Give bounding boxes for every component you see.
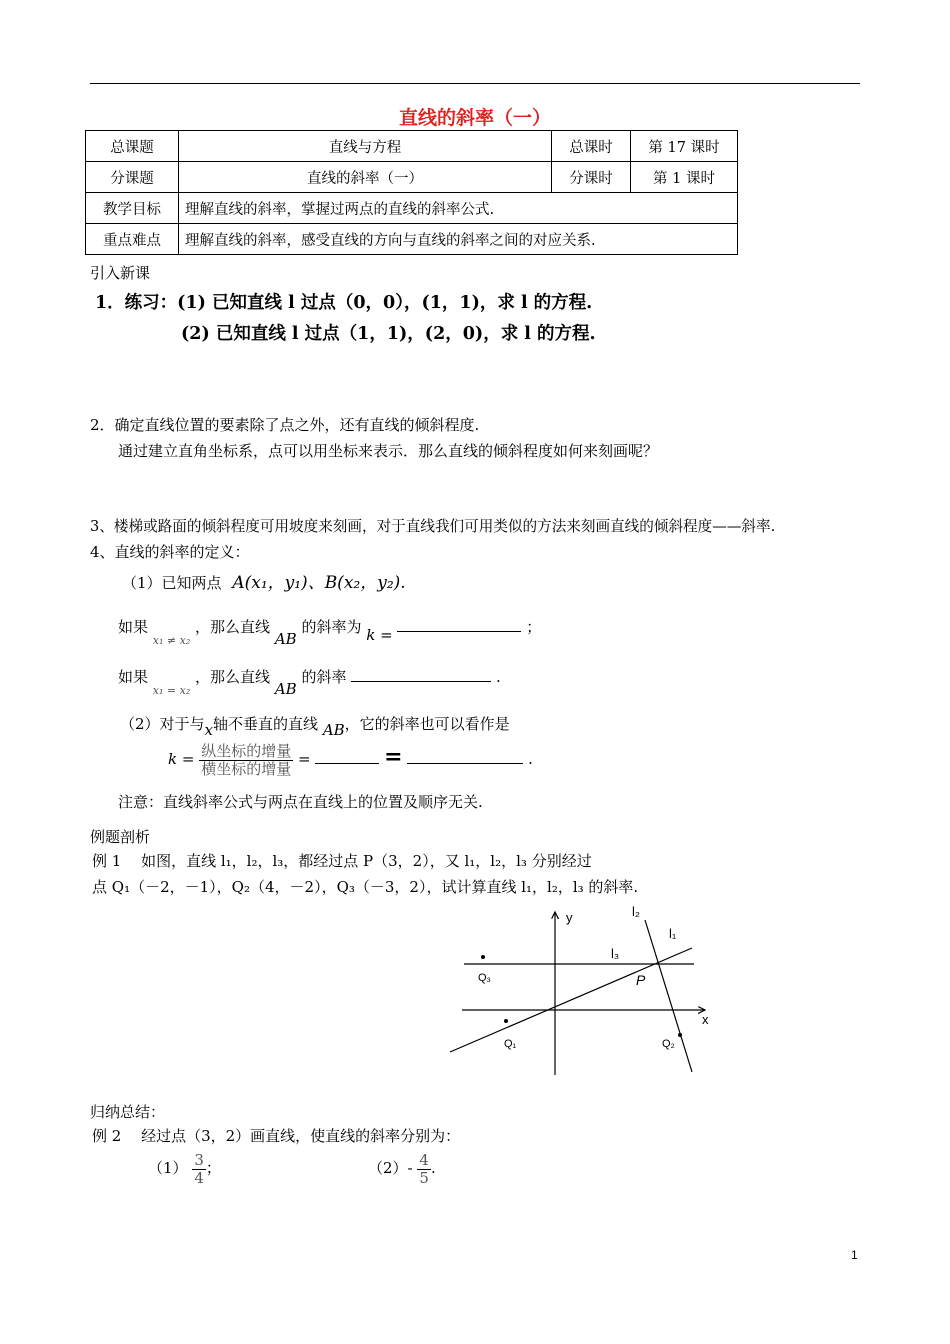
k-symbol: k =: [168, 750, 195, 768]
section-examples: 例题剖析: [90, 828, 151, 846]
l1-label: l₁: [669, 926, 677, 941]
text: ，那么直线: [195, 668, 271, 686]
def-2: [120, 713, 510, 739]
fraction-numerator: 3: [194, 1151, 204, 1169]
point-q1: [504, 1019, 508, 1023]
fraction-denominator: 5: [419, 1168, 429, 1187]
example-2-part2: [368, 1152, 436, 1186]
fraction: [199, 743, 293, 777]
text: 轴不垂直的直线: [213, 715, 319, 733]
table-cell: 直线与方程: [179, 131, 552, 162]
fraction-denominator: 横坐标的增量: [201, 759, 292, 778]
table-row: [86, 224, 738, 255]
x-label: x: [702, 1012, 709, 1027]
x-symbol: x: [204, 721, 214, 739]
two-points-formula: A(x₁，y₁)、B(x₂，y₂).: [232, 573, 406, 593]
para-4: 4、直线的斜率的定义：: [90, 543, 250, 561]
text: ，那么直线: [195, 618, 271, 636]
text: ，它的斜率也可以看作是: [344, 715, 510, 733]
page-number: 1: [851, 1248, 858, 1262]
y-label: y: [566, 910, 573, 925]
line-figure: [440, 900, 720, 1080]
example-1-line2: 点 Q₁（－2，－1），Q₂（4，－2），Q₃（－3，2），试计算直线 l₁，l₂，l₃ 的斜率.: [92, 878, 639, 896]
example-1-line1: 例 1 如图，直线 l₁，l₂，l₃，都经过点 P（3，2），又 l₁，l₂，l₃ 分别经过: [92, 852, 592, 870]
ab-symbol: AB: [322, 721, 345, 739]
l3-label: l₃: [611, 946, 620, 961]
table-cell: 总课题: [86, 131, 179, 162]
answer-blank[interactable]: [351, 681, 491, 682]
if-case-2: [118, 666, 501, 698]
table-cell: 直线的斜率（一）: [179, 162, 552, 193]
text: 的斜率: [301, 668, 347, 686]
table-row: [86, 131, 738, 162]
def-1-label: （1）已知两点: [122, 574, 222, 592]
k-symbol: k =: [366, 626, 393, 644]
table-cell: 第 17 课时: [631, 131, 738, 162]
q2-label: Q₂: [662, 1038, 675, 1050]
note: 注意：直线斜率公式与两点在直线上的位置及顺序无关.: [118, 793, 483, 811]
para-2b: 通过建立直角坐标系，点可以用坐标来表示．那么直线的倾斜程度如何来刻画呢？: [118, 442, 659, 460]
q1-label: Q₁: [504, 1038, 517, 1050]
text: ；: [205, 1159, 221, 1177]
section-intro: 引入新课: [90, 264, 151, 282]
slope-fraction-formula: k = $\frac{\text{纵坐标的增量}}{\text{横坐标的增量}}$ = = .: [168, 742, 533, 778]
ab-symbol: AB: [274, 630, 297, 648]
table-row: [86, 162, 738, 193]
point-q3: [481, 955, 485, 959]
text: .: [496, 668, 501, 686]
label: （1）: [148, 1159, 188, 1177]
text: .: [430, 1159, 436, 1177]
answer-blank[interactable]: [397, 631, 521, 632]
table-cell: 第 1 课时: [631, 162, 738, 193]
equals: =: [298, 750, 311, 768]
ab-symbol: AB: [274, 680, 297, 698]
equals: =: [384, 744, 403, 770]
table-cell: 重点难点: [86, 224, 179, 255]
text: 的斜率为: [301, 618, 362, 636]
condition-formula: x₁ ≠ x₂: [152, 634, 191, 647]
page-title: 直线的斜率（一）: [398, 107, 551, 129]
lesson-info-table: [85, 130, 738, 255]
table-cell: 理解直线的斜率，感受直线的方向与直线的斜率之间的对应关系.: [179, 224, 738, 255]
table-cell: 教学目标: [86, 193, 179, 224]
exercise-1b: (2) 已知直线 l 过点（1，1)，(2，0)，求 l 的方程.: [181, 324, 596, 344]
fraction-numerator: 4: [419, 1151, 429, 1169]
table-cell: 分课题: [86, 162, 179, 193]
condition-formula: x₁ = x₂: [152, 684, 191, 697]
answer-blank[interactable]: [407, 763, 523, 764]
table-row: [86, 193, 738, 224]
text: ；: [526, 618, 542, 636]
summary-label: 归纳总结：: [90, 1103, 166, 1121]
table-cell: 分课时: [552, 162, 631, 193]
para-2a: 2．确定直线位置的要素除了点之外，还有直线的倾斜程度.: [90, 416, 480, 434]
def-1: [122, 568, 406, 593]
table-cell: 总课时: [552, 131, 631, 162]
table-cell: 理解直线的斜率，掌握过两点的直线的斜率公式.: [179, 193, 738, 224]
label: （2）-: [368, 1159, 413, 1177]
q3-label: Q₃: [478, 972, 492, 984]
para-3: 3、楼梯或路面的倾斜程度可用坡度来刻画，对于直线我们可用类似的方法来刻画直线的倾斜程度——斜率.: [90, 518, 776, 535]
l2-label: l₂: [632, 904, 640, 919]
text: 如果: [118, 618, 149, 636]
point-q2: [678, 1033, 682, 1037]
example-2-part1: [148, 1152, 221, 1186]
exercise-1a: 1．练习：(1) 已知直线 l 过点（0，0），(1，1)，求 l 的方程.: [95, 293, 593, 313]
fraction-denominator: 4: [194, 1168, 204, 1187]
fraction: [192, 1152, 206, 1186]
text: （2）对于与: [120, 715, 205, 733]
header-rule: [90, 83, 860, 84]
fraction-numerator: 纵坐标的增量: [201, 742, 292, 760]
p-label: P: [636, 972, 646, 988]
answer-blank[interactable]: [315, 763, 379, 764]
example-2: 例 2 经过点（3，2）画直线，使直线的斜率分别为：: [92, 1127, 461, 1145]
fraction: [417, 1152, 431, 1186]
text: 如果: [118, 668, 149, 686]
